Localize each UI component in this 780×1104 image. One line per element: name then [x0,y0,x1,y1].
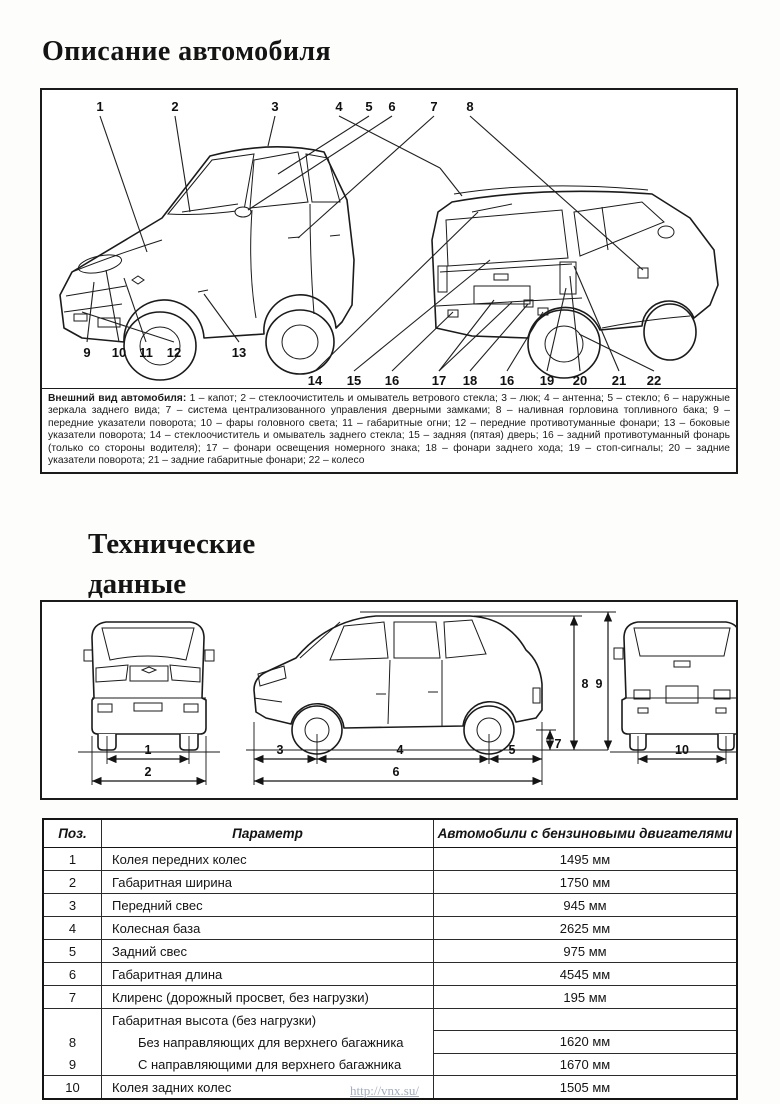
callout-label: 17 [431,373,447,388]
front-view [78,622,220,785]
exterior-figure [40,88,738,474]
dim-label: 1 [144,743,152,757]
rear-view [610,622,736,764]
exterior-diagram [42,90,736,388]
cell-pos: 1 [44,848,102,870]
dim-label: 10 [675,743,689,757]
dim-label: 8 [581,677,589,691]
callout-label: 13 [231,345,247,360]
callout-label: 2 [171,99,179,114]
callout-label: 9 [83,345,91,360]
dimensions-figure [40,600,738,800]
callout-label: 16 [499,373,515,388]
header-pos: Поз. [44,820,102,847]
section-title: Технические данные [88,528,256,600]
cell-param: Колея задних колес [102,1076,434,1098]
cell-param-group-header: Габаритная высота (без нагрузки) [112,1012,317,1028]
table-header-row [44,820,736,848]
dim-label: 2 [144,765,152,779]
cell-value: 195 мм [563,989,607,1005]
cell-value: 1620 мм [434,1030,736,1052]
dim-label: 4 [396,743,404,757]
figure-caption-body: 1 – капот; 2 – стеклоочиститель и омыватель ветрового стекла; 3 – люк; 4 – антенна; 5 – стекло; 6 – наружные зеркала заднего вида; 7 – система централизованного управления дверными замками; 8 – наливная горловина топливного бака; 9 – передние указатели поворота; 10 – фары головного света; 11 – габаритные огни; 12 – передние противотуманные фонари; 13 – боковые указатели поворота; 14 – стеклоочиститель и омыватель заднего стекла; 15 – задняя (пятая) дверь; 16 – задний противотуманный фонарь (только со стороны водителя); 17 – фонари освещения номерного знака; 18 – фонари заднего хода; 19 – стоп-сигналы; 20 – задние указатели поворота; 21 – задние габаритные фонари; 22 – колесо [48,393,730,467]
figure-caption-lead: Внешний вид автомобиля: [48,393,187,404]
cell-value: 2625 мм [559,920,611,936]
callout-label: 16 [384,373,400,388]
table-row [44,916,736,939]
dim-label: 5 [508,743,516,757]
cell-param: Клиренс (дорожный просвет, без нагрузки) [102,986,434,1008]
cell-pos: 5 [44,940,102,962]
figure-caption [42,388,736,472]
callout-label: 3 [271,99,279,114]
header-param: Параметр [102,820,434,847]
cell-param: Без направляющих для верхнего багажника [138,1034,404,1050]
cell-value: 1495 мм [559,851,611,867]
callout-label: 6 [388,99,396,114]
cell-pos: 3 [44,894,102,916]
cell-param: Колесная база [102,917,434,939]
cell-param: Габаритная длина [102,963,434,985]
cell-value: 1750 мм [559,874,611,890]
cell-pos: 7 [44,986,102,1008]
callout-label: 8 [466,99,474,114]
page-title: Описание автомобиля [42,36,332,67]
callout-label: 4 [335,99,343,114]
dim-label: 9 [595,677,603,691]
table-group-rows [44,1008,736,1075]
callout-label: 22 [646,373,662,388]
cell-pos: 4 [44,917,102,939]
header-value: Автомобили с бензиновыми двигателями [437,826,733,841]
side-view [246,612,616,785]
callout-label: 15 [346,373,362,388]
cell-pos: 10 [44,1076,102,1098]
cell-param: С направляющими для верхнего багажника [138,1056,402,1072]
callout-label: 21 [611,373,627,388]
spec-table [42,818,738,1100]
callout-label: 11 [139,345,153,360]
callout-label: 10 [111,345,127,360]
cell-value: 945 мм [563,897,607,913]
callout-label: 20 [572,373,588,388]
callout-label: 19 [539,373,555,388]
callout-label: 14 [307,373,323,388]
callout-label: 18 [462,373,478,388]
table-row [44,848,736,870]
table-row [44,985,736,1008]
cell-param: Колея передних колес [102,848,434,870]
cell-pos: 8 [68,1034,77,1050]
car-front-quarter-view [60,147,354,380]
table-row [44,893,736,916]
callout-label: 5 [365,99,373,114]
dim-label: 7 [554,737,562,751]
cell-value: 1670 мм [434,1053,736,1075]
cell-param: Задний свес [102,940,434,962]
cell-value: 1505 мм [559,1079,611,1095]
dimensions-diagram [42,602,736,798]
cell-pos: 9 [68,1056,77,1072]
dim-label: 6 [392,765,400,779]
table-row [44,939,736,962]
watermark-link[interactable]: http://vnx.su/ [350,1083,419,1098]
callout-label: 7 [430,99,438,114]
callout-label: 1 [96,99,104,114]
callout-label: 12 [166,345,182,360]
cell-param: Габаритная ширина [102,871,434,893]
table-row [44,962,736,985]
cell-pos: 2 [44,871,102,893]
cell-value: 4545 мм [559,966,611,982]
table-row [44,870,736,893]
dim-label: 3 [276,743,284,757]
cell-param: Передний свес [102,894,434,916]
cell-pos: 6 [44,963,102,985]
cell-value: 975 мм [563,943,607,959]
